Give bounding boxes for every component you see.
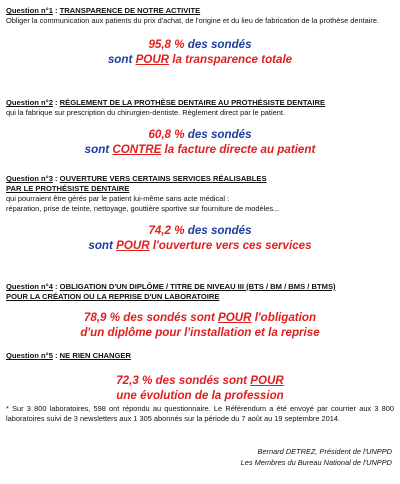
question-1-result-tail: la transparence totale (169, 53, 293, 66)
question-2-heading: RÈGLEMENT DE LA PROTHÈSE DENTAIRE AU PROTHÉSISTE DENTAIRE (59, 98, 326, 107)
question-4-section (6, 282, 394, 340)
question-2-description: qui la fabrique sur prescription du chirurgien-dentiste. Règlement direct par le patient. (6, 108, 285, 117)
question-4-heading: OBLIGATION D'UN DIPLÔME / TITRE DE NIVEAU III (BTS / BM / BMS / BTMS) (59, 282, 336, 291)
question-3-separator: : (52, 174, 60, 183)
question-1-stance: POUR (135, 53, 170, 66)
question-5-result-line-1 (6, 373, 394, 388)
question-1-result-text: des sondés (184, 38, 252, 51)
survey-footnote: * Sur 3 800 laboratoires, 598 ont répondu au questionnaire. Le Référendum a été envoyé par courrier aux 3 800 laboratoires suivi de 3 newsletters aux 1 305 abonnés sur la période du 7 août au 19 septembre 2014. (6, 404, 394, 423)
question-4-title (6, 282, 394, 292)
question-3-result-tail: l'ouverture vers ces services (149, 239, 312, 252)
question-1-result-line-1 (6, 37, 394, 52)
question-5-stance: POUR (250, 374, 284, 387)
question-3-description: qui pourraient être gérés par le patient lui-même sans acte médical : (6, 194, 230, 203)
question-5-result-text: des sondés sont (152, 374, 251, 387)
question-2-result-tail: la facture directe au patient (161, 143, 316, 156)
question-4-result-line-2 (6, 325, 394, 340)
question-5-result-line-2-text: une évolution de la profession (116, 389, 284, 402)
question-5-title (6, 351, 394, 361)
question-4-result-tail: l'obligation (251, 311, 317, 324)
question-2-section (6, 98, 394, 157)
question-2-result-line-2 (6, 142, 394, 157)
question-1-heading: TRANSPARENCE DE NOTRE ACTIVITE (59, 6, 201, 15)
question-3-heading: OUVERTURE VERS CERTAINS SERVICES RÉALISABLES (59, 174, 267, 183)
question-4-result-text: des sondés sont (120, 311, 218, 324)
question-3-title (6, 174, 394, 184)
question-1-result-prefix: sont (107, 53, 136, 66)
signature-block (241, 446, 392, 468)
question-2-percentage: 60,8 % (148, 128, 185, 141)
question-3-heading-2: PAR LE PROTHÉSISTE DENTAIRE (6, 184, 130, 193)
question-2-number: Question n°2 (6, 98, 53, 107)
question-4-result-line-1 (6, 310, 394, 325)
question-4-number: Question n°4 (6, 282, 53, 291)
question-1-title (6, 6, 394, 16)
question-5-heading: NE RIEN CHANGER (59, 351, 131, 360)
question-2-result-line-1 (6, 127, 394, 142)
question-1-number: Question n°1 (6, 6, 53, 15)
question-4-title-line-2 (6, 292, 394, 302)
question-5-number: Question n°5 (6, 351, 53, 360)
question-3-description-2: réparation, prise de teinte, nettoyage, gouttière sportive sur fourniture de modèles... (6, 204, 280, 213)
question-2-result-text: des sondés (184, 128, 252, 141)
question-2-title (6, 98, 394, 108)
question-4-separator: : (52, 282, 60, 291)
signature-president: Bernard DETREZ, Président de l'UNPPD (257, 447, 392, 456)
question-5-percentage: 72,3 % (116, 374, 153, 387)
question-4-stance: POUR (217, 311, 252, 324)
question-1-description: Obliger la communication aux patients du prix d'achat, de l'origine et du lieu de fabrication de la prothèse dentaire. (6, 16, 379, 25)
question-4-heading-2: POUR LA CRÉATION OU LA REPRISE D'UN LABORATOIRE (6, 292, 220, 301)
question-1-result-line-2 (6, 52, 394, 67)
question-2-result-prefix: sont (84, 143, 113, 156)
question-5-result-line-2 (6, 388, 394, 403)
question-3-title-line-2 (6, 184, 394, 194)
signature-bureau: Les Membres du Bureau National de l'UNPPD (240, 458, 392, 467)
question-1-section (6, 6, 394, 67)
question-4-result-line-2-text: d'un diplôme pour l'installation et la reprise (80, 326, 320, 339)
question-3-result-line-1 (6, 223, 394, 238)
question-3-result-text: des sondés (184, 224, 252, 237)
question-5-separator: : (52, 351, 60, 360)
question-2-separator: : (52, 98, 60, 107)
question-3-section (6, 174, 394, 253)
question-3-stance: POUR (116, 239, 150, 252)
question-4-percentage: 78,9 % (83, 311, 121, 324)
question-3-number: Question n°3 (6, 174, 53, 183)
question-1-separator: : (52, 6, 60, 15)
question-1-percentage: 95,8 % (148, 38, 185, 51)
question-2-stance: CONTRE (112, 143, 162, 156)
question-5-section (6, 351, 394, 403)
question-3-result-prefix: sont (88, 239, 117, 252)
question-3-result-line-2 (6, 238, 394, 253)
question-3-percentage: 74,2 % (148, 224, 185, 237)
